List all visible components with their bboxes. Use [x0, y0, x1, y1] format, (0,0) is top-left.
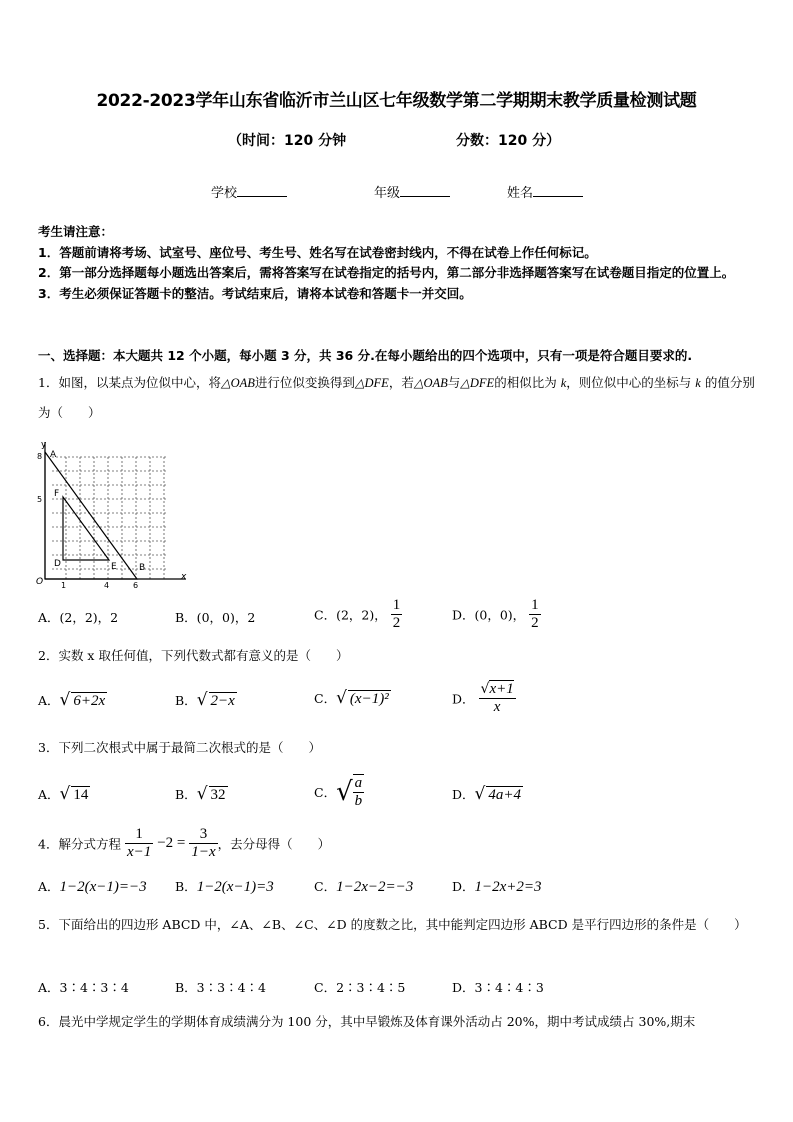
q3-option-a[interactable]: A．√ 14	[38, 784, 89, 804]
q1-option-d[interactable]: D．(0，0)， $\frac{1}{2}$	[452, 597, 539, 631]
q4-option-a[interactable]: A．1−2(x−1)=−3	[38, 879, 147, 895]
q1-option-c[interactable]: C．(2，2)， $\frac{1}{2}$	[314, 597, 401, 631]
q4-option-c[interactable]: C．1−2x−2=−3	[314, 879, 414, 895]
x-axis-label: x	[181, 572, 187, 582]
q5-option-a[interactable]: A．3∶4∶3∶4	[38, 980, 129, 995]
q3-option-b[interactable]: B．√ 32	[175, 784, 226, 804]
triangle-dfe	[63, 497, 109, 560]
school-field[interactable]	[211, 182, 287, 201]
grade-field[interactable]	[374, 182, 450, 201]
notice-heading: 考生请注意：	[38, 224, 114, 239]
score-label: 分数：120 分）	[456, 133, 561, 149]
q3-option-c[interactable]: C．√ $\frac{a}{b}$	[314, 775, 363, 809]
y-tick-5: 5	[37, 495, 43, 504]
x-tick-6: 6	[133, 581, 139, 588]
point-f-label: F	[54, 489, 60, 499]
q2-option-a[interactable]: A．√ 6+2x	[38, 690, 106, 710]
q4-option-d[interactable]: D．1−2x+2=3	[452, 879, 542, 895]
school-label: 学校	[211, 186, 238, 201]
q1-option-a[interactable]: A．(2，2)，2	[38, 610, 119, 625]
x-tick-1: 1	[61, 581, 67, 588]
q1-option-b[interactable]: B．(0，0)，2	[175, 610, 256, 625]
q1-coordinate-figure	[34, 438, 194, 588]
grid-lines	[52, 457, 167, 579]
question-3-stem: 3．下列二次根式中属于最简二次根式的是（ ）	[38, 740, 321, 755]
q3-option-d[interactable]: D．√ 4a+4	[452, 784, 521, 804]
question-2-stem: 2．实数 x 取任何值，下列代数式都有意义的是（ ）	[38, 648, 349, 663]
name-field[interactable]	[507, 182, 583, 201]
time-label: （时间：120 分钟	[228, 133, 347, 149]
q2-option-c[interactable]: C．√ (x−1)²	[314, 688, 389, 708]
question-6-stem: 6．晨光中学规定学生的学期体育成绩满分为 100 分，其中早锻炼及体育课外活动占 20%，期中考试成绩占 30%,期末	[38, 1014, 696, 1029]
point-d-label: D	[54, 559, 61, 569]
point-a-label: A	[50, 450, 57, 460]
question-1-stem: 1．如图，以某点为位似中心，将△OAB进行位似变换得到△DFE，若△OAB与△DFE的相似比为 k，则位似中心的坐标与 k 的值分别为（ ）	[38, 375, 755, 420]
notice-item-3: 3．考生必须保证答题卡的整洁。考试结束后，请将本试卷和答题卡一并交回。	[38, 285, 472, 301]
notice-item-1: 1．答题前请将考场、试室号、座位号、考生号、姓名写在试卷密封线内，不得在试卷上作任何标记。	[38, 244, 597, 260]
origin-label: O	[36, 577, 44, 587]
q2-option-d[interactable]: D． $\frac{√x+1}{x}$	[452, 681, 514, 715]
name-label: 姓名	[507, 186, 534, 201]
section-1-heading: 一、选择题：本大题共 12 个小题，每小题 3 分，共 36 分.在每小题给出的四个选项中，只有一项是符合题目要求的.	[38, 348, 693, 363]
page-title: 2022-2023学年山东省临沂市兰山区七年级数学第二学期期末教学质量检测试题	[96, 91, 697, 111]
y-tick-8: 8	[37, 452, 43, 461]
q5-option-c[interactable]: C．2∶3∶4∶5	[314, 980, 406, 995]
notice-block	[38, 222, 758, 304]
q4-option-b[interactable]: B．1−2(x−1)=3	[175, 879, 274, 895]
q5-option-b[interactable]: B．3∶3∶4∶4	[175, 980, 266, 995]
grade-label: 年级	[374, 186, 401, 201]
point-b-label: B	[139, 563, 146, 573]
y-axis-label: y	[41, 440, 47, 450]
x-tick-4: 4	[104, 581, 110, 588]
question-5-stem: 5．下面给出的四边形 ABCD 中，∠A、∠B、∠C、∠D 的度数之比，其中能判定四边形 ABCD 是平行四边形的条件是（ ）	[38, 917, 747, 932]
q5-option-d[interactable]: D．3∶4∶4∶3	[452, 980, 544, 995]
q2-option-b[interactable]: B．√ 2−x	[175, 690, 235, 710]
notice-item-2: 2．第一部分选择题每小题选出答案后，需将答案写在试卷指定的括号内，第二部分非选择题答案写在试卷题目指定的位置上。	[38, 265, 735, 280]
point-e-label: E	[111, 562, 117, 572]
question-4-stem: 4．解分式方程 $\frac{1}{x-1}$ −2 = $\frac{3}{1-x}$ ，去分母得（ ）	[38, 826, 331, 860]
